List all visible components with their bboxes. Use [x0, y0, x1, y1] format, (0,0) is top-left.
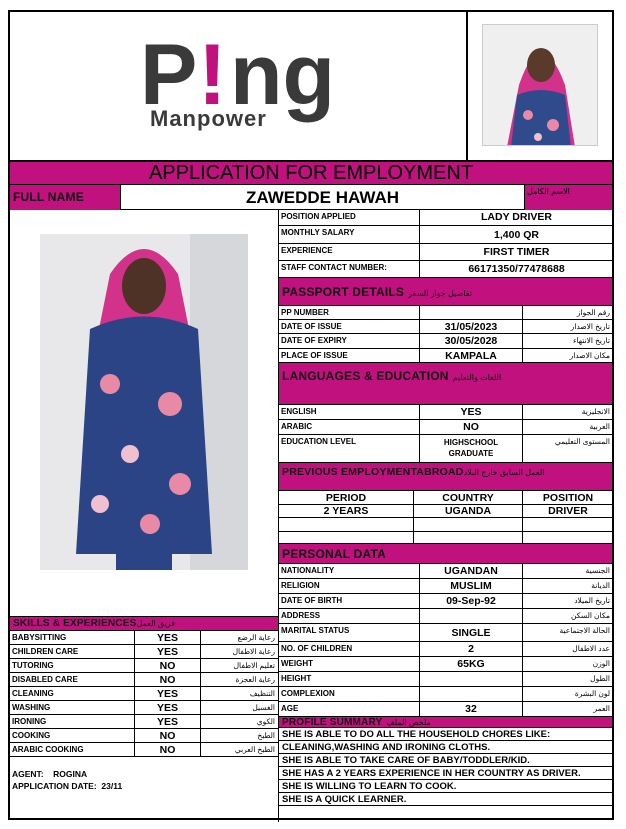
logo-text-p: P: [140, 27, 198, 123]
ping-manpower-logo: [10, 12, 468, 160]
personal-row: HEIGHT الطول: [279, 672, 612, 687]
logo-area: [10, 12, 468, 160]
employment-row: [279, 518, 612, 532]
languages-header: LANGUAGES & EDUCATION اللغات والتعليم: [279, 363, 612, 405]
skill-row: DISABLED CARE NO رعاية العجزة: [10, 673, 278, 687]
employment-row: [279, 532, 612, 544]
agent-line: AGENT: ROGINA: [12, 769, 88, 779]
full-name-arabic: الاسم الكامل: [524, 185, 612, 210]
skill-row: CHILDREN CARE YES رعاية الاطفال: [10, 645, 278, 659]
experience-row: EXPERIENCE FIRST TIMER: [279, 244, 612, 261]
summary-line: SHE IS WILLING TO LEARN TO COOK.: [279, 780, 612, 793]
skill-row: COOKING NO الطبخ: [10, 729, 278, 743]
skills-table: [10, 616, 278, 760]
passport-row: PP NUMBER رقم الجواز: [279, 306, 612, 320]
skill-row: TUTORING NO تعليم الاطفال: [10, 659, 278, 673]
skill-row: BABYSITTING YES رعاية الرضع: [10, 631, 278, 645]
skill-row: ARABIC COOKING NO الطبخ العربي: [10, 743, 278, 757]
summary-line: SHE IS ABLE TO DO ALL THE HOUSEHOLD CHORES LIKE:: [279, 728, 612, 741]
agent-info: [10, 768, 270, 792]
personal-row: MARITAL STATUS SINGLE الحالة الاجتماعية: [279, 624, 612, 642]
personal-row: NO. OF CHILDREN 2 عدد الاطفال: [281, 643, 610, 655]
application-form: [8, 10, 614, 820]
summary-line: [279, 806, 612, 820]
skill-row: IRONING YES الكوي: [10, 715, 278, 729]
employment-row: 2 YEARS UGANDA DRIVER: [279, 505, 612, 518]
skill-row: WASHING YES الغسيل: [10, 701, 278, 715]
passport-header: PASSPORT DETAILS تفاصيل جواز السفر: [279, 278, 612, 306]
summary-header: PROFILE SUMMARY ملخص الملف: [279, 717, 612, 728]
employment-header-row: PERIOD COUNTRY POSITION: [279, 491, 612, 505]
summary-line: CLEANING,WASHING AND IRONING CLOTHS.: [279, 741, 612, 754]
personal-row: DATE OF BIRTH 09-Sep-92 تاريخ الميلاد: [281, 595, 610, 607]
applicant-photo-small: [482, 24, 598, 146]
summary-line: SHE IS ABLE TO TAKE CARE OF BABY/TODDLER/KID.: [279, 754, 612, 767]
passport-row: DATE OF EXPIRY 30/05/2028 تاريخ الانتهاء: [281, 335, 610, 347]
form-title: APPLICATION FOR EMPLOYMENT: [10, 160, 612, 184]
personal-row: ADDRESS مكان السكن: [279, 609, 612, 624]
education-row: EDUCATION LEVEL HIGHSCHOOL GRADUATE المستوى التعليمي: [279, 435, 612, 463]
logo-text-ng: ng: [230, 27, 336, 123]
language-row: ENGLISH YES الانجليزية: [281, 406, 610, 418]
skill-row: CLEANING YES التنظيف: [10, 687, 278, 701]
applicant-photo-large: [40, 234, 248, 570]
summary-line: SHE IS A QUICK LEARNER.: [279, 793, 612, 806]
contact-row: STAFF CONTACT NUMBER: 66171350/77478688: [279, 261, 612, 278]
personal-row: COMPLEXION لون البشرة: [279, 687, 612, 702]
position-row: POSITION APPLIED LADY DRIVER: [279, 210, 612, 226]
passport-row: PLACE OF ISSUE KAMPALA مكان الاصدار: [281, 350, 610, 362]
personal-row: RELIGION MUSLIM الديانة: [281, 580, 610, 592]
language-row: ARABIC NO العربية: [281, 421, 610, 433]
logo-text-exclaim: !: [198, 27, 227, 123]
full-name-row: [10, 184, 612, 210]
personal-header: PERSONAL DATA: [279, 544, 612, 564]
right-column: [278, 210, 612, 822]
application-date-line: APPLICATION DATE: 23/11: [12, 781, 123, 791]
salary-row: MONTHLY SALARY 1,400 QR: [279, 226, 612, 244]
passport-row: DATE OF ISSUE 31/05/2023 تاريخ الاصدار: [281, 321, 610, 333]
full-name-value: ZAWEDDE HAWAH: [120, 185, 524, 210]
personal-row: WEIGHT 65KG الوزن: [281, 658, 610, 670]
personal-row: AGE 32 العمر: [281, 703, 610, 715]
employment-header: PREVIOUS EMPLOYMENTABROADالعمل السابق خارج البلاد: [279, 463, 612, 491]
full-name-label: FULL NAME: [10, 185, 120, 210]
skills-header: SKILLS & EXPERIENCESفريق العمل: [10, 616, 278, 631]
personal-row: NATIONALITY UGANDAN الجنسية: [281, 565, 610, 577]
summary-line: SHE HAS A 2 YEARS EXPERIENCE IN HER COUNTRY AS DRIVER.: [279, 767, 612, 780]
logo-subtitle: Manpower: [150, 106, 267, 131]
